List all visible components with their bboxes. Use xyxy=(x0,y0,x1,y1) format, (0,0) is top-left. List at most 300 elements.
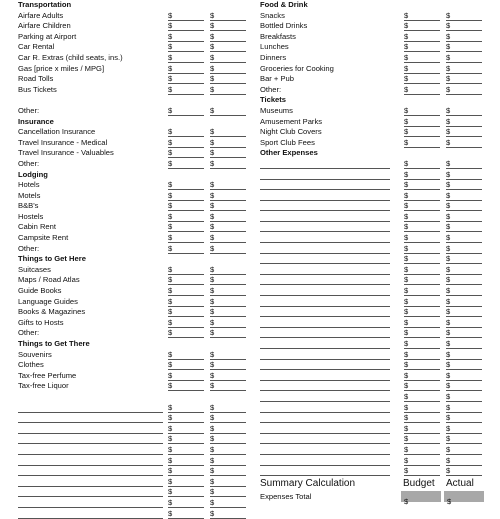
actual-currency-sign: $ xyxy=(210,127,214,138)
expense-label: Night Club Covers xyxy=(260,127,322,138)
actual-amount-field[interactable] xyxy=(446,475,482,476)
expense-row xyxy=(18,381,248,392)
expense-row xyxy=(18,138,248,149)
actual-currency-sign: $ xyxy=(446,180,450,191)
budget-currency-sign: $ xyxy=(168,233,172,244)
budget-currency-sign: $ xyxy=(404,74,408,85)
actual-currency-sign: $ xyxy=(446,424,450,435)
actual-currency-sign: $ xyxy=(210,350,214,361)
actual-currency-sign: $ xyxy=(210,21,214,32)
budget-currency-sign: $ xyxy=(404,339,408,350)
actual-currency-sign: $ xyxy=(210,85,214,96)
expense-label: Car Rental xyxy=(18,42,54,53)
expenses-total-label: Expenses Total xyxy=(260,492,311,501)
actual-currency-sign: $ xyxy=(446,21,450,32)
expense-row xyxy=(260,244,500,255)
section-header xyxy=(260,0,500,11)
expense-row xyxy=(18,21,248,32)
section-header xyxy=(18,117,248,128)
expense-row xyxy=(18,64,248,75)
budget-currency-sign: $ xyxy=(404,233,408,244)
expense-row xyxy=(18,85,248,96)
budget-currency-sign: $ xyxy=(404,307,408,318)
expense-row xyxy=(260,64,500,75)
blank-label-line[interactable] xyxy=(18,518,163,519)
budget-currency-sign: $ xyxy=(168,32,172,43)
budget-currency-sign: $ xyxy=(404,254,408,265)
expenses-total-actual-cell[interactable] xyxy=(444,491,484,502)
expense-row xyxy=(260,106,500,117)
budget-currency-sign: $ xyxy=(404,201,408,212)
actual-currency-sign: $ xyxy=(210,42,214,53)
actual-currency-sign: $ xyxy=(210,201,214,212)
expense-row xyxy=(260,265,500,276)
budget-currency-sign: $ xyxy=(168,138,172,149)
actual-currency-sign: $ xyxy=(446,11,450,22)
budget-currency-sign: $ xyxy=(404,445,408,456)
expense-label: Maps / Road Atlas xyxy=(18,275,80,286)
blank-label-line[interactable] xyxy=(260,475,390,476)
expense-row xyxy=(18,371,248,382)
expense-label: Travel Insurance - Medical xyxy=(18,138,107,149)
budget-currency-sign: $ xyxy=(168,11,172,22)
budget-currency-sign: $ xyxy=(168,148,172,159)
expense-row xyxy=(18,445,248,456)
expense-label: Groceries for Cooking xyxy=(260,64,334,75)
expense-label: Gifts to Hosts xyxy=(18,318,64,329)
section-header xyxy=(18,254,248,265)
expense-label: Tax-free Liquor xyxy=(18,381,69,392)
expense-label: Parking at Airport xyxy=(18,32,76,43)
expense-label: Gas [price x miles / MPG] xyxy=(18,64,104,75)
actual-currency-sign: $ xyxy=(446,434,450,445)
budget-currency-sign: $ xyxy=(168,180,172,191)
expense-row xyxy=(18,413,248,424)
expense-row xyxy=(260,403,500,414)
expense-row xyxy=(18,350,248,361)
budget-currency-sign: $ xyxy=(404,392,408,403)
budget-currency-sign: $ xyxy=(168,498,172,509)
expense-label: Souvenirs xyxy=(18,350,52,361)
actual-currency-sign: $ xyxy=(210,106,214,117)
expense-row xyxy=(18,265,248,276)
expense-label: Bottled Drinks xyxy=(260,21,307,32)
actual-currency-sign: $ xyxy=(446,159,450,170)
actual-currency-sign: $ xyxy=(210,456,214,467)
budget-currency-sign: $ xyxy=(404,328,408,339)
expense-label: Lunches xyxy=(260,42,289,53)
actual-currency-sign: $ xyxy=(446,53,450,64)
expense-label: Other: xyxy=(18,106,39,117)
actual-currency-sign: $ xyxy=(446,85,450,96)
budget-currency-sign: $ xyxy=(404,381,408,392)
budget-currency-sign: $ xyxy=(404,297,408,308)
expense-row xyxy=(260,42,500,53)
budget-currency-sign: $ xyxy=(168,275,172,286)
budget-currency-sign: $ xyxy=(404,11,408,22)
budget-currency-sign: $ xyxy=(168,307,172,318)
actual-currency-sign: $ xyxy=(446,32,450,43)
actual-currency-sign: $ xyxy=(210,74,214,85)
budget-currency-sign: $ xyxy=(404,170,408,181)
expense-row xyxy=(18,222,248,233)
actual-currency-sign: $ xyxy=(446,233,450,244)
budget-currency-sign: $ xyxy=(168,445,172,456)
expense-row xyxy=(18,498,248,509)
expense-label: Other: xyxy=(260,85,281,96)
budget-currency-sign: $ xyxy=(404,85,408,96)
section-header xyxy=(18,170,248,181)
expense-row xyxy=(260,170,500,181)
expense-row xyxy=(260,138,500,149)
budget-currency-sign: $ xyxy=(404,413,408,424)
expense-row xyxy=(260,307,500,318)
expense-row xyxy=(18,201,248,212)
expense-row xyxy=(260,117,500,128)
budget-currency-sign: $ xyxy=(404,318,408,329)
expense-row xyxy=(18,286,248,297)
expense-label: Airfare Adults xyxy=(18,11,63,22)
expense-row xyxy=(260,318,500,329)
actual-currency-sign: $ xyxy=(210,222,214,233)
actual-currency-sign: $ xyxy=(446,371,450,382)
expense-label: Books & Magazines xyxy=(18,307,85,318)
budget-currency-sign: $ xyxy=(168,371,172,382)
actual-currency-sign: $ xyxy=(210,286,214,297)
expense-label: Airfare Children xyxy=(18,21,71,32)
budget-currency-sign: $ xyxy=(404,434,408,445)
section-header xyxy=(260,95,500,106)
expense-row xyxy=(18,11,248,22)
section-title: Lodging xyxy=(18,170,48,181)
actual-currency-sign: $ xyxy=(210,487,214,498)
expense-row xyxy=(260,275,500,286)
actual-currency-sign: $ xyxy=(446,138,450,149)
actual-currency-sign: $ xyxy=(446,360,450,371)
budget-currency-sign: $ xyxy=(404,244,408,255)
budget-currency-sign: $ xyxy=(168,21,172,32)
expense-row xyxy=(18,477,248,488)
actual-currency-sign: $ xyxy=(210,498,214,509)
expense-label: Other: xyxy=(18,159,39,170)
expense-row xyxy=(18,275,248,286)
summary-title: Summary Calculation xyxy=(260,478,355,489)
budget-amount-field[interactable] xyxy=(404,475,440,476)
expense-row xyxy=(260,11,500,22)
expense-row xyxy=(18,466,248,477)
expense-row xyxy=(18,212,248,223)
right-expense-column xyxy=(260,0,500,477)
expense-row xyxy=(18,297,248,308)
expense-label: Amusement Parks xyxy=(260,117,322,128)
actual-currency-sign: $ xyxy=(210,53,214,64)
budget-currency-sign: $ xyxy=(404,106,408,117)
budget-currency-sign: $ xyxy=(168,159,172,170)
expense-label: Museums xyxy=(260,106,293,117)
budget-currency-sign: $ xyxy=(168,64,172,75)
expense-label: Language Guides xyxy=(18,297,78,308)
budget-currency-sign: $ xyxy=(404,265,408,276)
actual-currency-sign: $ xyxy=(446,191,450,202)
expense-row xyxy=(18,360,248,371)
actual-currency-sign: $ xyxy=(446,42,450,53)
budget-currency-sign: $ xyxy=(168,297,172,308)
budget-currency-sign: $ xyxy=(168,286,172,297)
section-title: Food & Drink xyxy=(260,0,308,11)
expense-label: Cancellation Insurance xyxy=(18,127,95,138)
actual-currency-sign: $ xyxy=(446,339,450,350)
budget-currency-sign: $ xyxy=(168,466,172,477)
budget-currency-sign: $ xyxy=(404,159,408,170)
currency-sign: $ xyxy=(444,497,451,506)
expense-row xyxy=(18,53,248,64)
actual-currency-sign: $ xyxy=(210,318,214,329)
actual-currency-sign: $ xyxy=(446,350,450,361)
expense-row xyxy=(18,127,248,138)
actual-currency-sign: $ xyxy=(210,509,214,519)
budget-currency-sign: $ xyxy=(404,127,408,138)
budget-currency-sign: $ xyxy=(168,403,172,414)
expense-row xyxy=(260,371,500,382)
budget-currency-sign: $ xyxy=(404,466,408,477)
budget-currency-sign: $ xyxy=(404,191,408,202)
actual-currency-sign: $ xyxy=(210,466,214,477)
actual-currency-sign: $ xyxy=(446,318,450,329)
actual-amount-field[interactable] xyxy=(210,518,246,519)
budget-currency-sign: $ xyxy=(404,360,408,371)
actual-currency-sign: $ xyxy=(210,212,214,223)
actual-currency-sign: $ xyxy=(210,434,214,445)
budget-currency-sign: $ xyxy=(404,275,408,286)
expense-row xyxy=(18,180,248,191)
expense-label: Bar + Pub xyxy=(260,74,294,85)
expense-row xyxy=(18,434,248,445)
actual-currency-sign: $ xyxy=(210,265,214,276)
section-header xyxy=(260,148,500,159)
actual-currency-sign: $ xyxy=(446,212,450,223)
expense-row xyxy=(260,360,500,371)
actual-currency-sign: $ xyxy=(446,328,450,339)
actual-currency-sign: $ xyxy=(446,254,450,265)
budget-currency-sign: $ xyxy=(404,222,408,233)
expense-row xyxy=(260,53,500,64)
expense-row xyxy=(260,424,500,435)
expense-label: B&B's xyxy=(18,201,38,212)
budget-currency-sign: $ xyxy=(404,403,408,414)
expense-row xyxy=(260,297,500,308)
budget-currency-sign: $ xyxy=(404,180,408,191)
budget-currency-sign: $ xyxy=(404,117,408,128)
currency-sign: $ xyxy=(401,497,408,506)
budget-currency-sign: $ xyxy=(168,42,172,53)
actual-currency-sign: $ xyxy=(210,360,214,371)
budget-currency-sign: $ xyxy=(168,85,172,96)
actual-currency-sign: $ xyxy=(446,106,450,117)
actual-currency-sign: $ xyxy=(446,286,450,297)
actual-currency-sign: $ xyxy=(210,328,214,339)
expense-row xyxy=(260,222,500,233)
budget-currency-sign: $ xyxy=(404,286,408,297)
actual-currency-sign: $ xyxy=(210,180,214,191)
actual-currency-sign: $ xyxy=(446,456,450,467)
actual-currency-sign: $ xyxy=(446,381,450,392)
expense-row xyxy=(260,254,500,265)
expense-label: Other: xyxy=(18,244,39,255)
actual-currency-sign: $ xyxy=(446,127,450,138)
expense-row xyxy=(260,339,500,350)
budget-currency-sign: $ xyxy=(404,42,408,53)
budget-currency-sign: $ xyxy=(168,106,172,117)
expense-label: Hotels xyxy=(18,180,40,191)
expenses-total-budget-cell[interactable] xyxy=(401,491,441,502)
section-title: Things to Get Here xyxy=(18,254,86,265)
expense-row xyxy=(260,392,500,403)
expense-row xyxy=(260,85,500,96)
expense-row xyxy=(18,233,248,244)
actual-currency-sign: $ xyxy=(210,64,214,75)
expense-row xyxy=(260,413,500,424)
budget-currency-sign: $ xyxy=(168,191,172,202)
actual-currency-sign: $ xyxy=(210,11,214,22)
summary-calculation xyxy=(260,478,500,500)
expense-row xyxy=(260,32,500,43)
expense-row xyxy=(18,424,248,435)
budget-currency-sign: $ xyxy=(404,212,408,223)
budget-currency-sign: $ xyxy=(168,456,172,467)
expense-row xyxy=(260,328,500,339)
budget-currency-sign: $ xyxy=(168,244,172,255)
expense-row xyxy=(18,487,248,498)
expense-row xyxy=(18,148,248,159)
actual-currency-sign: $ xyxy=(446,307,450,318)
budget-currency-sign: $ xyxy=(404,424,408,435)
budget-currency-sign: $ xyxy=(404,21,408,32)
actual-currency-sign: $ xyxy=(446,244,450,255)
budget-currency-sign: $ xyxy=(404,456,408,467)
budget-column-header: Budget xyxy=(403,478,435,489)
budget-currency-sign: $ xyxy=(404,371,408,382)
budget-currency-sign: $ xyxy=(168,509,172,519)
actual-currency-sign: $ xyxy=(446,222,450,233)
actual-currency-sign: $ xyxy=(446,117,450,128)
actual-currency-sign: $ xyxy=(446,413,450,424)
expense-row xyxy=(260,286,500,297)
expense-label: Bus Tickets xyxy=(18,85,57,96)
actual-currency-sign: $ xyxy=(446,201,450,212)
section-header xyxy=(18,339,248,350)
expense-row xyxy=(260,21,500,32)
expense-row xyxy=(260,191,500,202)
actual-currency-sign: $ xyxy=(210,424,214,435)
expense-row xyxy=(18,191,248,202)
actual-currency-sign: $ xyxy=(210,413,214,424)
section-title: Insurance xyxy=(18,117,54,128)
budget-currency-sign: $ xyxy=(404,350,408,361)
expense-row xyxy=(260,74,500,85)
expense-label: Snacks xyxy=(260,11,285,22)
expense-label: Cabin Rent xyxy=(18,222,56,233)
section-title: Transportation xyxy=(18,0,71,11)
expense-label: Breakfasts xyxy=(260,32,296,43)
budget-currency-sign: $ xyxy=(168,381,172,392)
expense-row xyxy=(18,106,248,117)
expense-row xyxy=(260,180,500,191)
blank-row xyxy=(18,95,248,106)
actual-currency-sign: $ xyxy=(446,403,450,414)
actual-currency-sign: $ xyxy=(210,244,214,255)
actual-currency-sign: $ xyxy=(446,170,450,181)
budget-currency-sign: $ xyxy=(168,424,172,435)
actual-currency-sign: $ xyxy=(210,191,214,202)
expense-row xyxy=(18,244,248,255)
expense-label: Dinners xyxy=(260,53,286,64)
budget-currency-sign: $ xyxy=(168,350,172,361)
budget-currency-sign: $ xyxy=(404,32,408,43)
actual-currency-sign: $ xyxy=(210,297,214,308)
budget-currency-sign: $ xyxy=(168,434,172,445)
budget-currency-sign: $ xyxy=(404,53,408,64)
expense-label: Travel Insurance - Valuables xyxy=(18,148,114,159)
expense-row xyxy=(260,445,500,456)
expense-row xyxy=(260,233,500,244)
budget-amount-field[interactable] xyxy=(168,518,204,519)
expense-row xyxy=(260,466,500,477)
actual-currency-sign: $ xyxy=(446,466,450,477)
actual-column-header: Actual xyxy=(446,478,474,489)
expense-row xyxy=(260,212,500,223)
budget-currency-sign: $ xyxy=(168,222,172,233)
budget-currency-sign: $ xyxy=(404,138,408,149)
budget-currency-sign: $ xyxy=(168,328,172,339)
budget-currency-sign: $ xyxy=(168,53,172,64)
actual-currency-sign: $ xyxy=(210,307,214,318)
expense-label: Hostels xyxy=(18,212,43,223)
actual-currency-sign: $ xyxy=(446,64,450,75)
expense-row xyxy=(18,318,248,329)
expense-label: Campsite Rent xyxy=(18,233,68,244)
expense-row xyxy=(18,403,248,414)
budget-currency-sign: $ xyxy=(168,477,172,488)
expense-row xyxy=(260,201,500,212)
budget-currency-sign: $ xyxy=(168,74,172,85)
expense-row xyxy=(260,456,500,467)
actual-currency-sign: $ xyxy=(446,392,450,403)
actual-currency-sign: $ xyxy=(446,275,450,286)
budget-currency-sign: $ xyxy=(168,201,172,212)
expense-row xyxy=(18,32,248,43)
actual-currency-sign: $ xyxy=(210,148,214,159)
expense-label: Car R. Extras (child seats, ins.) xyxy=(18,53,123,64)
section-title: Other Expenses xyxy=(260,148,318,159)
section-title: Things to Get There xyxy=(18,339,90,350)
expense-row xyxy=(18,456,248,467)
actual-currency-sign: $ xyxy=(210,138,214,149)
actual-currency-sign: $ xyxy=(210,233,214,244)
expense-label: Sport Club Fees xyxy=(260,138,315,149)
actual-currency-sign: $ xyxy=(210,32,214,43)
expense-label: Road Tolls xyxy=(18,74,53,85)
expense-row xyxy=(260,350,500,361)
expense-row xyxy=(18,42,248,53)
budget-currency-sign: $ xyxy=(168,212,172,223)
budget-currency-sign: $ xyxy=(404,64,408,75)
expense-row xyxy=(18,159,248,170)
expense-row xyxy=(260,127,500,138)
expense-label: Guide Books xyxy=(18,286,61,297)
budget-currency-sign: $ xyxy=(168,413,172,424)
actual-currency-sign: $ xyxy=(446,297,450,308)
budget-currency-sign: $ xyxy=(168,487,172,498)
